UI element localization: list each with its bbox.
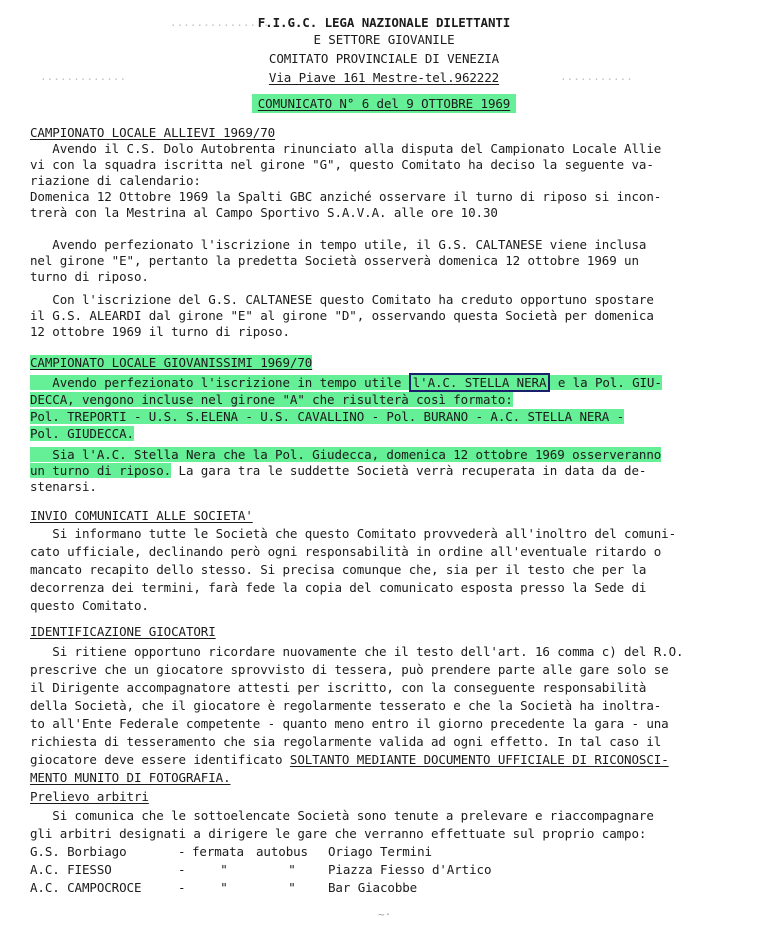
comunicato-title: COMUNICATO N° 6 del 9 OTTOBRE 1969: [252, 94, 516, 113]
identificazione-title-line: [30, 624, 216, 639]
bleed-through-text: ...........: [560, 70, 633, 83]
giovanissimi-line-4-text: Pol. GIUDECCA.: [30, 426, 134, 441]
prelievo-line: gli arbitri designati a dirigere le gare che verranno effettuate sul proprio campo:: [30, 826, 647, 841]
header-line-4: [0, 70, 768, 85]
invio-line: Si informano tutte le Società che questo Comitato provvederà all'inoltro del comuni-: [30, 526, 677, 541]
row-team: G.S. Borbiago: [30, 844, 127, 859]
invio-line: cato ufficiale, declinando però ogni responsabilità in ordine all'eventuale ritardo o: [30, 544, 662, 559]
giovanissimi-line-2-text: DECCA, vengono incluse nel girone "A" che risulterà così formato:: [30, 392, 513, 407]
row-col-1: fermata: [192, 844, 244, 859]
invio-title-line: [30, 508, 253, 523]
row-team: A.C. CAMPOCROCE: [30, 880, 142, 895]
row-col-1: ": [220, 862, 228, 877]
invio-line: mancato recapito dello stesso. Si precisa comunque che, sia per il testo che per la: [30, 562, 647, 577]
row-place: Oriago Termini: [328, 844, 432, 859]
prelievo-row: [30, 880, 417, 895]
giovanissimi-line-6-rest: La gara tra le suddette Società verrà recuperata in data da de-: [171, 463, 647, 478]
giovanissimi-line-5-text: Sia l'A.C. Stella Nera che la Pol. Giudecca, domenica 12 ottobre 1969 osserveranno: [30, 447, 662, 462]
page-mark-icon: ~·: [378, 908, 392, 921]
allievi-line: trerà con la Mestrina al Campo Sportivo S.A.V.A. alle ore 10.30: [30, 205, 498, 220]
giovanissimi-title-line: [30, 355, 312, 370]
allievi-line: il G.S. ALEARDI dal girone "E" al girone "D", osservando questa Società per domenica: [30, 308, 654, 323]
giovanissimi-line-3: [30, 409, 624, 424]
identificazione-line: della Società, che il giocatore è regolarmente tesserato e che la Società ha inoltra-: [30, 698, 662, 713]
allievi-line: nel girone "E", pertanto la predetta Società osserverà domenica 12 ottobre 1969 un: [30, 253, 639, 268]
identificazione-line: to all'Ente Federale competente - quanto meno entro il giorno precedente la gara - una: [30, 716, 669, 731]
identificazione-line: il Dirigente accompagnatore attesti per iscritto, con la conseguente responsabilità: [30, 680, 647, 695]
invio-title: INVIO COMUNICATI ALLE SOCIETA': [30, 508, 253, 523]
allievi-line: Con l'iscrizione del G.S. CALTANESE questo Comitato ha creduto opportuno spostare: [30, 292, 654, 307]
identificazione-line: Si ritiene opportuno ricordare nuovamente che il testo dell'art. 16 comma c) del R.O.: [30, 644, 684, 659]
giovanissimi-line-1: [30, 375, 662, 390]
prelievo-row: [30, 844, 432, 859]
giovanissimi-title: CAMPIONATO LOCALE GIOVANISSIMI 1969/70: [30, 355, 313, 370]
row-col-2: autobus: [256, 844, 308, 859]
header-address: Via Piave 161 Mestre-tel.962222: [268, 70, 500, 85]
giovanissimi-line-6: [30, 463, 646, 478]
giovanissimi-line-4: [30, 426, 134, 441]
row-dash: -: [178, 844, 186, 859]
identificazione-title: IDENTIFICAZIONE GIOCATORI: [30, 624, 216, 639]
allievi-line: Avendo il C.S. Dolo Autobrenta rinunciato alla disputa del Campionato Locale Allie: [30, 141, 662, 156]
row-dash: -: [178, 880, 186, 895]
giovanissimi-line-7: stenarsi.: [30, 479, 97, 494]
giovanissimi-line-2: [30, 392, 513, 407]
row-team: A.C. FIESSO: [30, 862, 112, 877]
allievi-line: vi con la squadra iscritta nel girone "G", questo Comitato ha deciso la seguente va-: [30, 157, 654, 172]
prelievo-row: [30, 862, 491, 877]
allievi-line: turno di riposo.: [30, 269, 149, 284]
giovanissimi-teams: Pol. TREPORTI - U.S. S.ELENA - U.S. CAVALLINO - Pol. BURANO - A.C. STELLA NERA -: [30, 409, 625, 424]
prelievo-line: Si comunica che le sottoelencate Società sono tenute a prelevare e riaccompagnare: [30, 808, 654, 823]
row-col-2: ": [288, 862, 296, 877]
row-dash: -: [178, 862, 186, 877]
allievi-line: Avendo perfezionato l'iscrizione in tempo utile, il G.S. CALTANESE viene inclusa: [30, 237, 647, 252]
header-line-2: E SETTORE GIOVANILE: [313, 32, 455, 47]
row-col-2: ": [288, 880, 296, 895]
comunicato-line: [0, 96, 768, 111]
giovanissimi-line-1-pre: Avendo perfezionato l'iscrizione in tempo utile: [30, 375, 409, 390]
identificazione-final-underlined: MENTO MUNITO DI FOTOGRAFIA.: [30, 770, 231, 785]
row-place: Piazza Fiesso d'Artico: [328, 862, 492, 877]
prelievo-title-line: [30, 789, 149, 804]
row-place: Bar Giacobbe: [328, 880, 418, 895]
identificazione-line: prescrive che un giocatore sprovvisto di tessera, può prendere parte alle gare solo se: [30, 662, 669, 677]
invio-line: questo Comitato.: [30, 598, 149, 613]
allievi-line: riazione di calendario:: [30, 173, 201, 188]
invio-line: decorrenza dei termini, farà fede la copia del comunicato esposta presso la Sede di: [30, 580, 647, 595]
turno-riposo-highlight: un turno di riposo.: [30, 463, 172, 478]
bleed-through-text: .............: [40, 70, 127, 83]
row-col-1: ": [220, 880, 228, 895]
identificazione-last-underlined: SOLTANTO MEDIANTE DOCUMENTO UFFICIALE DI RICONOSCI-: [289, 752, 669, 767]
stella-nera-box: l'A.C. STELLA NERA: [409, 373, 551, 392]
identificazione-line: richiesta di tesseramento che sia regolarmente valida ad ogni effetto. In tal caso il: [30, 734, 662, 749]
allievi-line: Domenica 12 Ottobre 1969 la Spalti GBC anziché osservare il turno di riposo si incon-: [30, 189, 662, 204]
bleed-through-text: ...............: [170, 16, 270, 29]
header-line-1: F.I.G.C. LEGA NAZIONALE DILETTANTI: [257, 15, 511, 30]
allievi-line: 12 ottobre 1969 il turno di riposo.: [30, 324, 290, 339]
header-line-3: COMITATO PROVINCIALE DI VENEZIA: [268, 51, 500, 66]
allievi-title-line: [30, 125, 275, 140]
identificazione-line-final: [30, 770, 231, 785]
giovanissimi-line-5: [30, 447, 661, 462]
allievi-title: CAMPIONATO LOCALE ALLIEVI 1969/70: [30, 125, 276, 140]
prelievo-title: Prelievo arbitri: [30, 789, 149, 804]
identificazione-line-last: [30, 752, 669, 767]
identificazione-last-pre: giocatore deve essere identificato: [30, 752, 290, 767]
giovanissimi-line-1-post: e la Pol. GIU-: [550, 375, 662, 390]
